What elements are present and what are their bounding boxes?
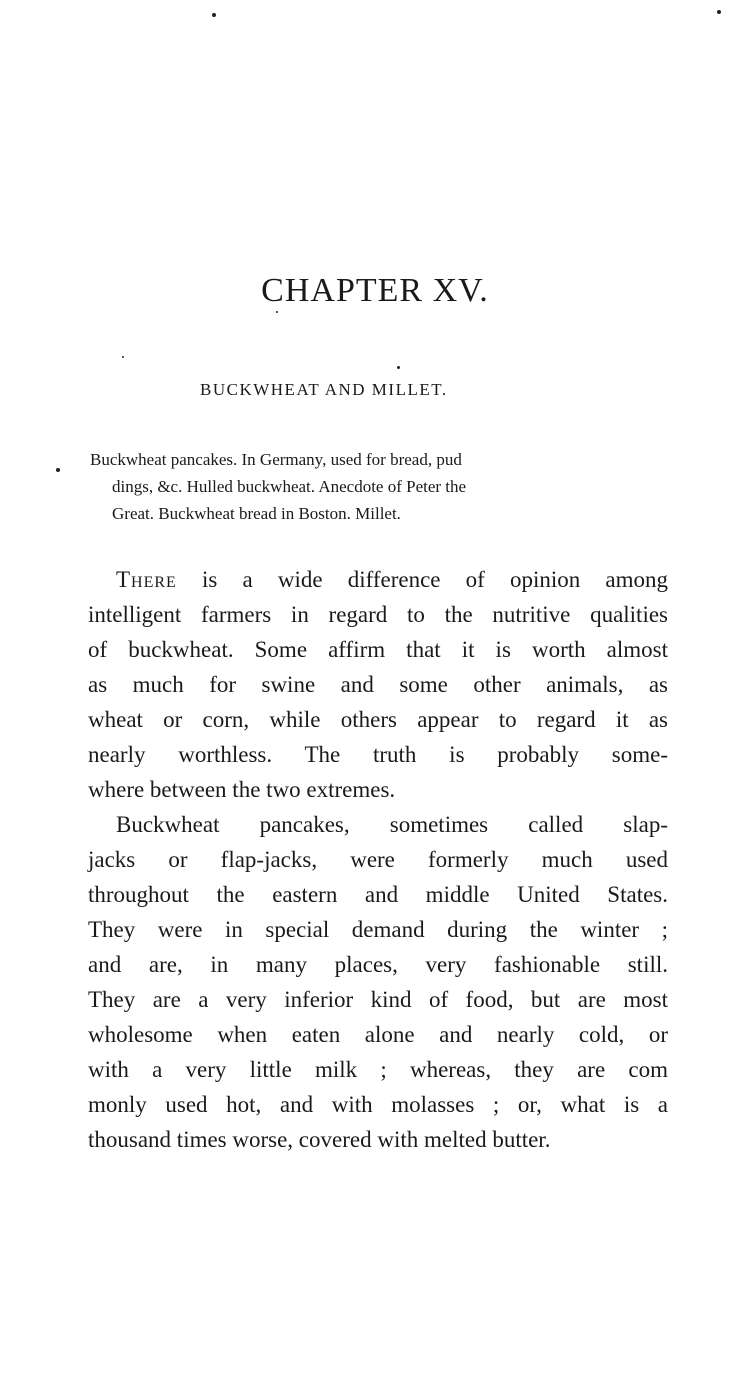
- paragraph-2-line: thousand times worse, covered with melted butter.: [88, 1127, 551, 1152]
- chapter-synopsis: [90, 446, 670, 527]
- paragraph-2-line: and are, in many places, very fashionable still.: [88, 952, 668, 977]
- synopsis-line: dings, &c. Hulled buckwheat. Anecdote of Peter the: [112, 477, 467, 496]
- paragraph-1-line: [88, 562, 668, 597]
- ink-speck: [397, 366, 400, 369]
- section-title: BUCKWHEAT AND MILLET.: [200, 380, 448, 399]
- body-text: [88, 562, 668, 1157]
- paragraph-2-line: throughout the eastern and middle United States.: [88, 882, 668, 907]
- paragraph-2-line: monly used hot, and with molasses ; or, what is a: [88, 1092, 668, 1117]
- paragraph-2-line: jacks or flap-jacks, were formerly much used: [88, 847, 668, 872]
- ink-speck: [717, 10, 721, 14]
- synopsis-line: Buckwheat pancakes. In Germany, used for bread, pud: [90, 450, 462, 469]
- paragraph-1-line: as much for swine and some other animals, as: [88, 672, 668, 697]
- chapter-title: CHAPTER XV.: [261, 272, 489, 309]
- paragraph-2-line: They are a very inferior kind of food, but are most: [88, 987, 668, 1012]
- paragraph-2-line: They were in special demand during the winter ;: [88, 917, 668, 942]
- paragraph-2-line: Buckwheat pancakes, sometimes called slap-: [116, 812, 668, 837]
- paragraph-1-line: where between the two extremes.: [88, 777, 396, 802]
- paragraph-1-first-line-rest: is a wide difference of opinion among: [176, 567, 668, 592]
- synopsis-line: Great. Buckwheat bread in Boston. Millet.: [112, 504, 401, 523]
- ink-speck: [56, 468, 60, 472]
- lead-word: There: [116, 567, 177, 592]
- paragraph-2-line: wholesome when eaten alone and nearly cold, or: [88, 1022, 668, 1047]
- paragraph-1-line: nearly worthless. The truth is probably some-: [88, 742, 668, 767]
- paragraph-1-line: intelligent farmers in regard to the nutritive qualities: [88, 602, 668, 627]
- ink-speck: [212, 13, 216, 17]
- ink-speck: [276, 311, 278, 313]
- paragraph-1-line: wheat or corn, while others appear to regard it as: [88, 707, 668, 732]
- ink-speck: [122, 356, 124, 358]
- paragraph-2-line: with a very little milk ; whereas, they are com: [88, 1057, 668, 1082]
- paragraph-1-line: of buckwheat. Some affirm that it is worth almost: [88, 637, 668, 662]
